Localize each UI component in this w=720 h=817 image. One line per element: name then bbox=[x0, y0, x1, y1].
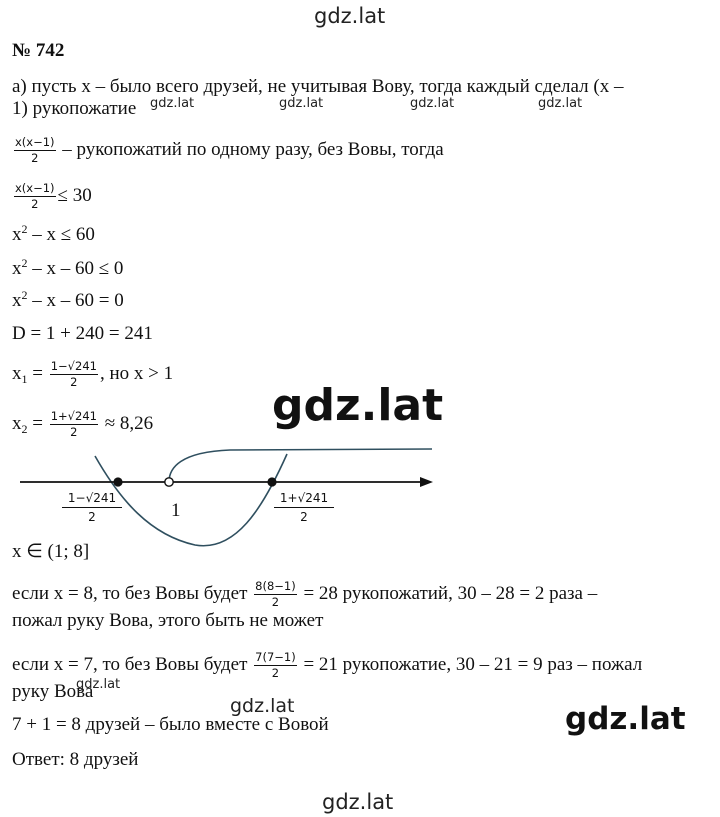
case-seven-line-1 bbox=[12, 651, 642, 680]
fraction-denominator: 2 bbox=[271, 666, 280, 680]
fraction-denominator: 2 bbox=[300, 510, 308, 524]
discriminant-line: D = 1 + 240 = 241 bbox=[12, 323, 153, 344]
case-eight-line-2: пожал руку Вова, этого быть не может bbox=[12, 610, 324, 631]
axis-arrow-icon bbox=[420, 477, 433, 487]
axis-label-right-root bbox=[274, 491, 334, 524]
case-eight-line-1 bbox=[12, 580, 597, 609]
equation-line-5 bbox=[12, 290, 124, 312]
equation-text: , но x > 1 bbox=[99, 362, 174, 384]
fraction-numerator: x(x−1) bbox=[15, 135, 55, 149]
fraction bbox=[50, 410, 98, 439]
fraction bbox=[14, 136, 56, 165]
solution-interval: x ∈ (1; 8] bbox=[12, 541, 90, 562]
axis-label-one: 1 bbox=[171, 500, 181, 521]
equation-text: ≈ 8,26 bbox=[104, 412, 154, 434]
watermark-small: gdz.lat bbox=[150, 96, 195, 111]
root-x2-line bbox=[12, 410, 153, 439]
fraction-denominator: 2 bbox=[70, 375, 78, 389]
variable: x bbox=[12, 290, 22, 311]
watermark-small: gdz.lat bbox=[279, 96, 324, 111]
task-number: № 742 bbox=[12, 40, 65, 61]
watermark-large: gdz.lat bbox=[272, 380, 444, 431]
equation-text: – x – 60 = 0 bbox=[27, 290, 124, 311]
fraction bbox=[14, 182, 56, 211]
filled-point-left-root bbox=[113, 477, 122, 486]
fraction-numerator: 1−√241 bbox=[50, 359, 97, 373]
axis-label-left-root bbox=[62, 491, 122, 524]
exponent: 2 bbox=[21, 288, 28, 302]
answer-line: Ответ: 8 друзей bbox=[12, 749, 139, 770]
watermark-top: gdz.lat bbox=[314, 4, 386, 28]
subscript: 2 bbox=[21, 421, 28, 436]
fraction-numerator: 1+√241 bbox=[274, 491, 334, 508]
watermark-small: gdz.lat bbox=[76, 677, 121, 692]
equation-text: – рукопожатий по одному разу, без Вовы, тогда bbox=[62, 138, 444, 160]
case-text: = 21 рукопожатие, 30 – 21 = 9 раз – пожал bbox=[303, 653, 643, 675]
intro-line-2: 1) рукопожатие bbox=[12, 98, 137, 119]
watermark-small: gdz.lat bbox=[538, 96, 583, 111]
variable: x bbox=[12, 412, 22, 434]
fraction-denominator: 2 bbox=[31, 197, 39, 211]
case-text: если x = 8, то без Вовы будет bbox=[12, 582, 248, 604]
case-text: если x = 7, то без Вовы будет bbox=[12, 653, 248, 675]
fraction-numerator: 7(7−1) bbox=[255, 650, 296, 664]
fraction-denominator: 2 bbox=[271, 595, 280, 609]
variable: x bbox=[12, 362, 22, 384]
equation-line-4 bbox=[12, 258, 123, 280]
equals-sign: = bbox=[27, 412, 43, 434]
variable: x bbox=[12, 258, 22, 279]
case-seven-line-2: руку Вова bbox=[12, 681, 94, 702]
fraction bbox=[50, 360, 98, 389]
equation-text: – x – 60 ≤ 0 bbox=[27, 258, 124, 279]
watermark-bold-right: gdz.lat bbox=[565, 701, 686, 737]
exponent: 2 bbox=[21, 222, 28, 236]
exponent: 2 bbox=[21, 256, 28, 270]
filled-point-right-root bbox=[267, 477, 276, 486]
subscript: 1 bbox=[21, 371, 28, 386]
equation-line-inequality bbox=[12, 182, 92, 211]
fraction-numerator: x(x−1) bbox=[15, 181, 55, 195]
intro-line-1: а) пусть x – было всего друзей, не учитывая Вову, тогда каждый сделал (x – bbox=[12, 76, 624, 97]
fraction-numerator: 1+√241 bbox=[50, 409, 97, 423]
root-x1-line bbox=[12, 360, 173, 389]
fraction-numerator: 1−√241 bbox=[62, 491, 122, 508]
variable: x bbox=[12, 224, 22, 245]
equation-line-handshakes bbox=[12, 136, 444, 165]
watermark-bottom: gdz.lat bbox=[322, 790, 394, 814]
parabola-curve bbox=[95, 454, 287, 546]
fraction bbox=[254, 651, 297, 680]
fraction-denominator: 2 bbox=[70, 425, 78, 439]
watermark-small: gdz.lat bbox=[410, 96, 455, 111]
equation-text: ≤ 30 bbox=[57, 184, 92, 206]
fraction-denominator: 2 bbox=[31, 151, 39, 165]
open-point-one bbox=[165, 478, 173, 486]
total-line: 7 + 1 = 8 друзей – было вместе с Вовой bbox=[12, 714, 329, 735]
fraction-numerator: 8(8−1) bbox=[255, 579, 296, 593]
equals-sign: = bbox=[27, 362, 43, 384]
watermark-medium: gdz.lat bbox=[230, 695, 295, 717]
fraction bbox=[254, 580, 297, 609]
constraint-curve bbox=[169, 449, 432, 482]
equation-line-3 bbox=[12, 224, 95, 246]
case-text: = 28 рукопожатий, 30 – 28 = 2 раза – bbox=[303, 582, 598, 604]
equation-text: – x ≤ 60 bbox=[27, 224, 95, 245]
fraction-denominator: 2 bbox=[88, 510, 96, 524]
